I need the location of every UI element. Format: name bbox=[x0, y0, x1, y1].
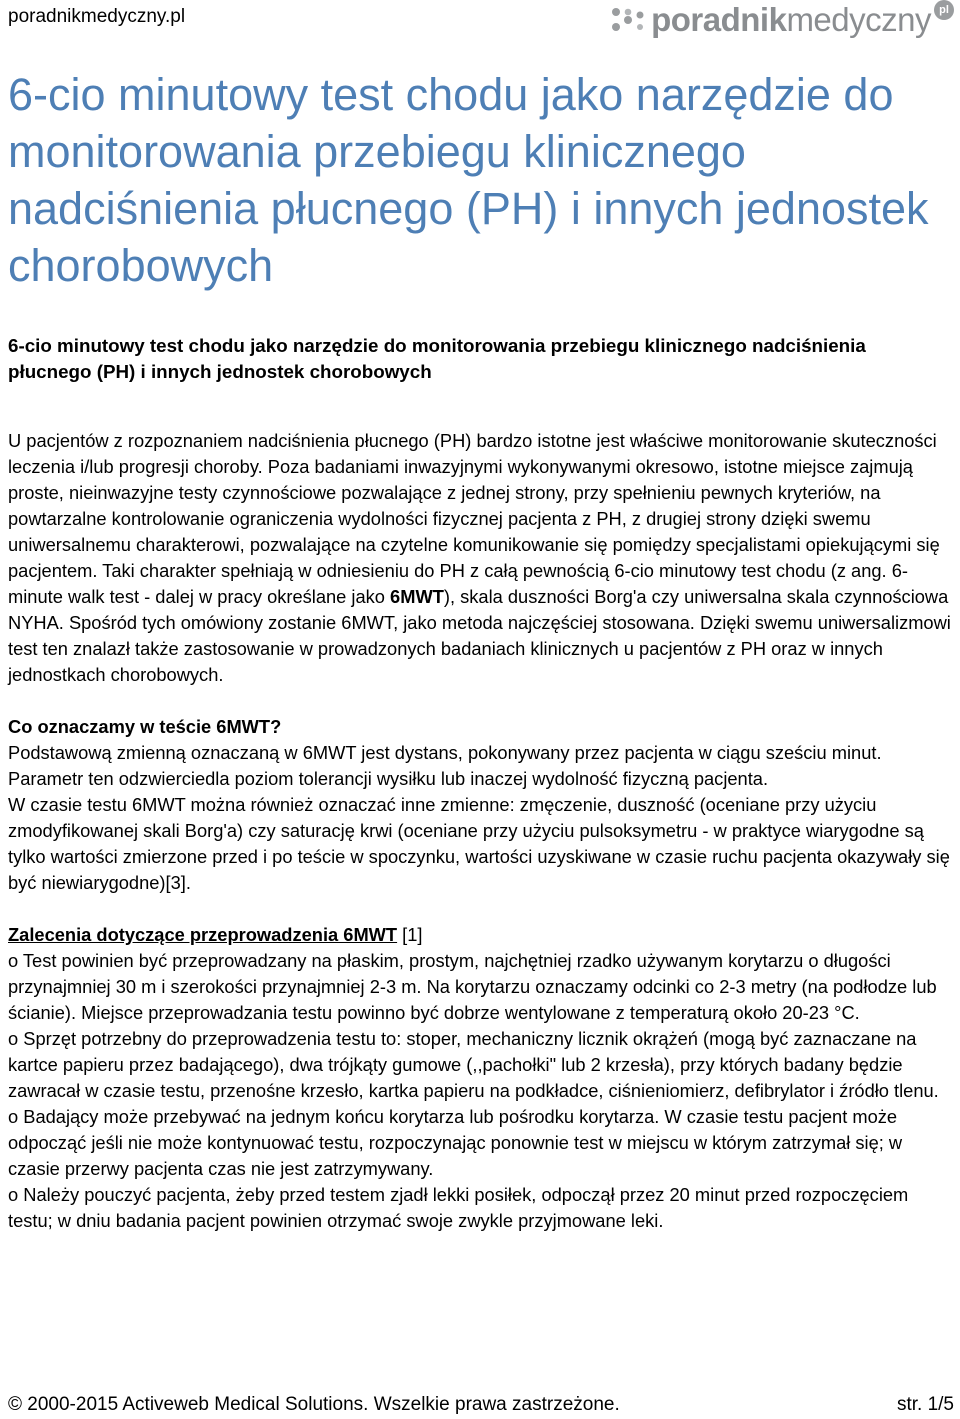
list-item: o Test powinien być przeprowadzany na płaskim, prostym, najchętniej rzadko używanym korytarzu o długości przynajmniej 30 m i szerokości przynajmniej 2-3 m. Na korytarzu oznaczamy odcinki co 2-3 metry (na podłodze lub ścianie). Miejsce przeprowadzania testu powinno być dobrze wentylowane z temperaturą około 20-23 °C. bbox=[8, 950, 937, 1023]
site-logo[interactable] bbox=[611, 2, 954, 38]
logo-pl-badge: pl bbox=[934, 0, 954, 20]
section1-paragraph-2: W czasie testu 6MWT można również oznaczać inne zmienne: zmęczenie, duszność (oceniane przy użyciu zmodyfikowanej skali Borg'a) czy saturację krwi (oceniane przy użyciu pulsoksymetru - w praktyce wiarygodne są tylko wartości zmierzone przed i po teście w spoczynku, wartości uzyskiwane w czasie ruchu pacjenta okazywały się być niewiarygodne)[3]. bbox=[8, 794, 950, 893]
logo-wordmark-bold: poradnik bbox=[651, 1, 787, 38]
list-item: o Sprzęt potrzebny do przeprowadzenia testu to: stoper, mechaniczny licznik okrążeń (mogą być zaznaczane na kartce papieru przez badającego), dwa trójkąty gumowe (,,pachołki" lub 2 krzesła), przy których badany będzie zawracał w czasie testu, przenośne krzesło, kartka papieru na podkładce, ciśnieniomierz, defibrylator i źródło tlenu. bbox=[8, 1028, 939, 1101]
section1-heading: Co oznaczamy w teście 6MWT? bbox=[8, 716, 282, 737]
page-number: str. 1/5 bbox=[896, 1394, 954, 1415]
article-subtitle: 6-cio minutowy test chodu jako narzędzie do monitorowania przebiegu klinicznego nadciśnienia płucnego (PH) i innych jednostek chorobowych bbox=[8, 335, 866, 382]
intro-paragraph bbox=[8, 428, 953, 688]
intro-part2: ), skala duszności Borg'a czy uniwersalna skala czynnościowa NYHA. Spośród tych omówiony zostanie 6MWT, jako metoda najczęściej stosowana. Dzięki swemu uniwersalizmowi test ten znalazł także zastosowanie w prowadzonych badaniach klinicznych u pacjentów z PH oraz w innych jednostkach chorobowych. bbox=[8, 586, 951, 685]
logo-wordmark bbox=[651, 2, 931, 38]
footer-copyright: © 2000-2015 Activeweb Medical Solutions. Wszelkie prawa zastrzeżone. bbox=[8, 1394, 620, 1415]
page-footer bbox=[8, 1393, 954, 1417]
intro-bold-term: 6MWT bbox=[390, 586, 444, 607]
intro-lead: U pacjentów z rozpoznaniem nadciśnienia płucnego (PH) bardzo istotne jest właściwe monitorowanie skuteczności leczenia i/lub progresji choroby. bbox=[8, 430, 937, 477]
logo-wordmark-light: medyczny bbox=[786, 1, 931, 38]
list-item: o Należy pouczyć pacjenta, żeby przed testem zjadł lekki posiłek, odpoczął przez 20 minut przed rozpoczęciem testu; w dniu badania pacjent powinien otrzymać swoje zwykle przyjmowane leki. bbox=[8, 1184, 909, 1231]
logo-dots-icon bbox=[611, 6, 645, 34]
intro-part1: Poza badaniami inwazyjnymi wykonywanymi okresowo, istotne miejsce zajmują proste, nieinwazyjne testy czynnościowe pozwalające z jednej strony, przy spełnieniu pewnych kryteriów, na powtarzalne kontrolowanie ograniczenia wydolności fizycznej pacjenta z PH, z drugiej strony dzięki swemu uniwersalnemu charakterowi, pozwalające na czytelne komunikowanie się pomiędzy specjalistami opiekującymi się pacjentem. Taki charakter spełniają w odniesieniu do PH z całą pewnością 6-cio minutowy test chodu (z ang. 6-minute walk test - dalej w pracy określane jako bbox=[8, 456, 940, 607]
section1-paragraph-1: Podstawową zmienną oznaczaną w 6MWT jest dystans, pokonywany przez pacjenta w ciągu sześciu minut. Parametr ten odzwierciedla poziom tolerancji wysiłku lub inaczej wydolność fizyczną pacjenta. bbox=[8, 742, 882, 789]
section2-ref: [1] bbox=[397, 924, 423, 945]
section2-heading-line bbox=[8, 922, 953, 948]
section2-heading: Zalecenia dotyczące przeprowadzenia 6MWT bbox=[8, 924, 398, 945]
site-name: poradnikmedyczny.pl bbox=[8, 6, 186, 27]
list-item: o Badający może przebywać na jednym końcu korytarza lub pośrodku korytarza. W czasie testu pacjent może odpocząć jeśli nie może kontynuować testu, rozpoczynając ponownie test w miejscu w którym zatrzymał się; w czasie przerwy pacjenta czas nie jest zatrzymywany. bbox=[8, 1106, 903, 1179]
article-title: 6-cio minutowy test chodu jako narzędzie do monitorowania przebiegu klinicznego nadciśnienia płucnego (PH) i innych jednostek chorobowych bbox=[8, 69, 929, 291]
article-body bbox=[8, 428, 953, 1234]
